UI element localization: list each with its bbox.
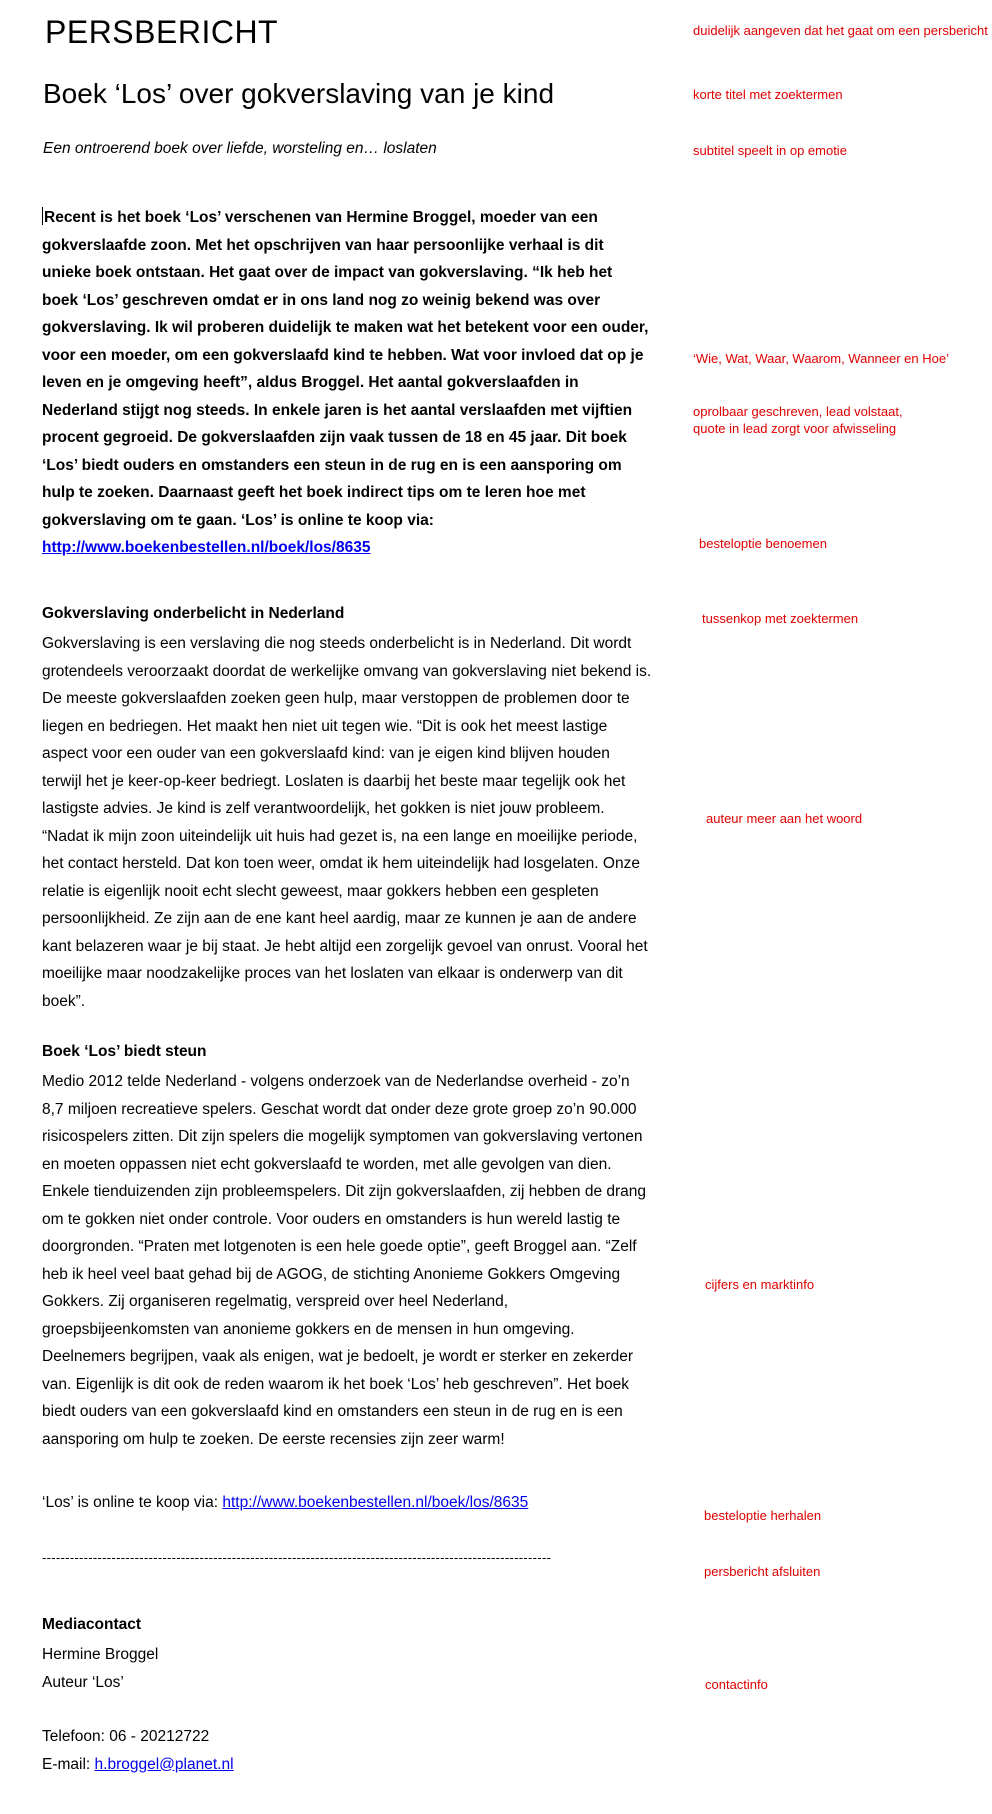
contact-email-label: E-mail: — [42, 1755, 91, 1773]
contact-email-link[interactable]: h.broggel@planet.nl — [94, 1755, 234, 1773]
contact-details — [42, 1723, 652, 1778]
press-release-subtitle: Een ontroerend boek over liefde, worsteling en… loslaten — [43, 140, 437, 157]
annotation-note: ‘Wie, Wat, Waar, Waarom, Wanneer en Hoe’ — [693, 351, 949, 366]
lead-paragraph — [42, 204, 652, 562]
section-heading-underexposed: Gokverslaving onderbelicht in Nederland — [42, 605, 345, 622]
contact-phone: Telefoon: 06 - 20212722 — [42, 1728, 210, 1745]
annotation-note: oprolbaar geschreven, lead volstaat, — [693, 404, 903, 419]
annotation-note: korte titel met zoektermen — [693, 87, 843, 102]
document-label: PERSBERICHT — [45, 14, 279, 50]
press-release-title: Boek ‘Los’ over gokverslaving van je kind — [43, 78, 555, 109]
annotation-note: contactinfo — [705, 1677, 768, 1692]
media-contact-heading: Mediacontact — [42, 1616, 142, 1633]
annotation-note: persbericht afsluiten — [704, 1564, 821, 1579]
annotation-note: auteur meer aan het woord — [706, 811, 863, 826]
annotation-note: besteloptie herhalen — [704, 1508, 822, 1523]
order-link-repeat[interactable]: http://www.boekenbestellen.nl/boek/los/8635 — [222, 1494, 529, 1511]
order-link-lead[interactable]: http://www.boekenbestellen.nl/boek/los/8635 — [42, 539, 371, 556]
order-text: ‘Los’ is online te koop via: — [42, 1494, 219, 1511]
lead-text: Recent is het boek ‘Los’ verschenen van Hermine Broggel, moeder van een gokverslaafde zoon. Met het opschrijven van haar persoonlijke verhaal is dit unieke boek ontstaan. Het gaat over de impact van gokverslaving. “Ik heb het boek ‘Los’ geschreven omdat er in ons land nog zo weinig bekend was over gokverslaving. Ik wil proberen duidelijk te maken wat het betekent voor een ouder, voor een moeder, om een gokverslaafd kind te hebben. Wat voor invloed dat op je leven en je omgeving heeft”, aldus Broggel. Het aantal gokverslaafden in Nederland stijgt nog steeds. In enkele jaren is het aantal verslaafden met vijftien procent gegroeid. De gokverslaafden zijn vaak tussen de 18 en 45 jaar. Dit boek ‘Los’ biedt ouders en omstanders een steun in de rug en is een aansporing om hulp te zoeken. Daarnaast geeft het boek indirect tips om te leren hoe met gokverslaving om te gaan. ‘Los’ is online te koop via: — [42, 209, 649, 529]
annotation-note: subtitel speelt in op emotie — [693, 143, 847, 158]
contact-role: Auteur ‘Los’ — [42, 1673, 124, 1691]
order-line — [42, 1494, 652, 1512]
annotation-note: duidelijk aangeven dat het gaat om een persbericht — [693, 23, 988, 38]
contact-block — [42, 1641, 652, 1696]
annotation-note: besteloptie benoemen — [699, 536, 827, 551]
section-heading-support: Boek ‘Los’ biedt steun — [42, 1043, 207, 1060]
text-cursor — [42, 207, 43, 225]
annotation-note: quote in lead zorgt voor afwisseling — [693, 421, 897, 436]
contact-name: Hermine Broggel — [42, 1646, 159, 1663]
section-body-support: Medio 2012 telde Nederland - volgens onderzoek van de Nederlandse overheid - zo’n 8,7 miljoen recreatieve spelers. Geschat wordt dat onder deze grote groep zo’n 90.000 risicospelers zitten. Dit zijn spelers die mogelijk symptomen van gokverslaving vertonen en moeten oppassen niet echt gokverslaafd te worden, met alle gevolgen van dien. Enkele tienduizenden zijn probleemspelers. Dit zijn gokverslaafden, zij hebben de drang om te gokken niet onder controle. Voor ouders en omstanders is hun wereld lastig te doorgronden. “Praten met lotgenoten is een hele goede optie”, geeft Broggel aan. “Zelf heb ik heel veel baat gehad bij de AGOG, de stichting Anonieme Gokkers Omgeving Gokkers. Zij organiseren regelmatig, verspreid over heel Nederland, groepsbijeenkomsten van anonieme gokkers en de mensen in hun omgeving. Deelnemers begrijpen, vaak als enigen, wat je bedoelt, je wordt er sterker en zekerder van. Eigenlijk is dit ook de reden waarom ik het boek ‘Los’ heb geschreven”. Het boek biedt ouders van een gokverslaafd kind en omstanders een steun in de rug en is een aansporing om hulp te zoeken. De eerste recensies zijn zeer warm! — [42, 1073, 647, 1448]
end-divider: -------------------------------------------------------------------------------------------------------------- — [42, 1550, 552, 1565]
section-body-underexposed: Gokverslaving is een verslaving die nog steeds onderbelicht is in Nederland. Dit wordt grotendeels veroorzaakt doordat de werkelijke omvang van gokverslaving niet bekend is. De meeste gokverslaafden zoeken geen hulp, maar verstoppen de problemen door te liegen en bedriegen. Het maakt hen niet uit tegen wie. “Dit is ook het meest lastige aspect voor een ouder van een gokverslaafd kind: van je eigen kind blijven houden terwijl het je keer-op-keer bedriegt. Loslaten is daarbij het beste maar tegelijk ook het lastigste advies. Je kind is zelf verantwoordelijk, het gokken is niet jouw probleem. “Nadat ik mijn zoon uiteindelijk uit huis had gezet is, na een lange en moeilijke periode, het contact hersteld. Dat kon toen weer, omdat ik hem uiteindelijk had losgelaten. Onze relatie is eigenlijk nooit echt slecht geweest, maar gokkers hebben een gespleten persoonlijkheid. Ze zijn aan de ene kant heel aardig, maar ze kunnen je aan de andere kant belazeren waar je bij staat. Je hebt altijd een zorgelijk gevoel van onrust. Vooral het moeilijke maar noodzakelijke proces van het loslaten van elkaar is onderwerp van dit boek”. — [42, 635, 652, 1010]
annotation-note: tussenkop met zoektermen — [702, 611, 859, 626]
annotation-note: cijfers en marktinfo — [705, 1277, 815, 1292]
